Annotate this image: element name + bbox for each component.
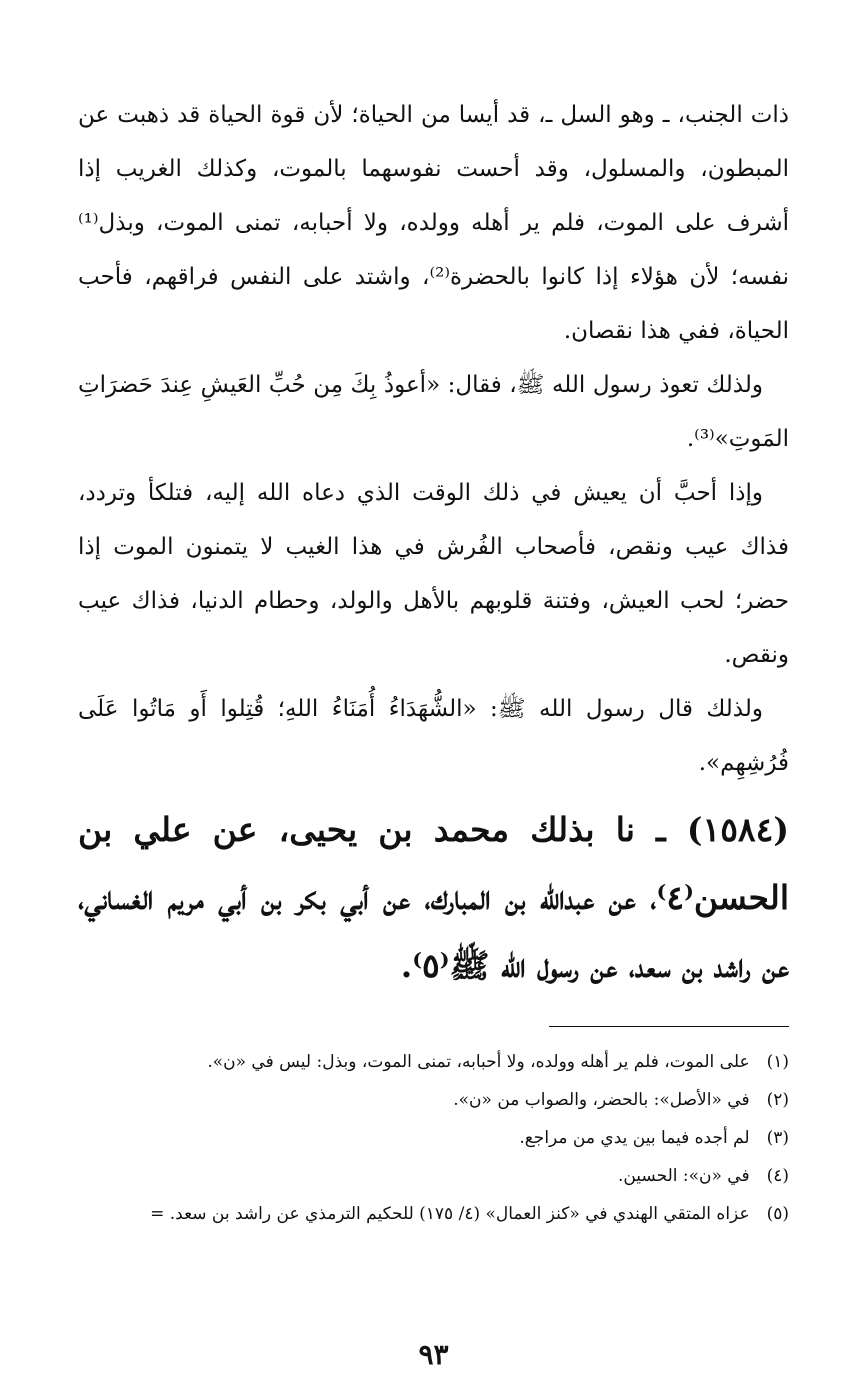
footnote-item bbox=[78, 1043, 789, 1081]
footnote-text: على الموت، فلم ير أهله وولده، ولا أحبابه، تمنى الموت، وبذل: ليس في «ن». bbox=[207, 1052, 750, 1072]
paragraph-1: ذات الجنب، ـ وهو السل ـ، قد أيسا من الحياة؛ لأن قوة الحياة قد ذهبت عن المبطون، والمسلول، وقد أحست نفوسهما بالموت، وكذلك الغريب إذا أشرف على الموت، فلم ير أهله وولده، ولا أحبابه، تمنى الموت، وبذل⁽¹⁾ نفسه؛ لأن هؤلاء إذا كانوا بالحضرة⁽²⁾، واشتد على النفس فراقهم، فأحب الحياة، ففي هذا نقصان. bbox=[78, 102, 789, 344]
page-number: ٩٣ bbox=[418, 1338, 449, 1371]
hadith-text: (١٥٨٤) ـ نا بذلك محمد بن يحيى، عن علي بن الحسن⁽٤⁾، عن عبدالله بن المبارك، عن أبي بكر بن أبي مريم الغساني، عن راشد بن سعد، عن رسول الله ﷺ⁽٥⁾. bbox=[78, 810, 789, 985]
hadith-isnad bbox=[78, 796, 789, 1000]
footnote-number: (٤) bbox=[766, 1166, 789, 1186]
footnote-item bbox=[78, 1195, 789, 1233]
footnote-number: (٢) bbox=[766, 1090, 789, 1110]
footnote-number: (١) bbox=[766, 1052, 789, 1072]
main-text bbox=[78, 88, 789, 790]
footnote-number: (٥) bbox=[766, 1204, 789, 1224]
footnote-text: في «الأصل»: بالحضر، والصواب من «ن». bbox=[453, 1090, 750, 1110]
paragraph-2: ولذلك تعوذ رسول الله ﷺ، فقال: «أعوذُ بِكَ مِن حُبِّ العَيشِ عِندَ حَضرَاتِ المَوتِ»⁽³⁾. bbox=[78, 372, 789, 452]
footnote-divider bbox=[549, 1026, 789, 1027]
paragraph-3: وإذا أحبَّ أن يعيش في ذلك الوقت الذي دعاه الله إليه، فتلكأ وتردد، فذاك عيب ونقص، فأصحاب الفُرش في هذا الغيب لا يتمنون الموت إذا حضر؛ لحب العيش، وفتنة قلوبهم بالأهل والولد، وحطام الدنيا، فذاك عيب ونقص. bbox=[78, 480, 789, 668]
footnote-text: في «ن»: الحسين. bbox=[617, 1166, 750, 1186]
footnotes bbox=[78, 1043, 789, 1233]
paragraph-4: ولذلك قال رسول الله ﷺ: «الشُّهَدَاءُ أُمَنَاءُ اللهِ؛ قُتِلوا أَو مَاتُوا عَلَى فُرُشِهِم». bbox=[78, 696, 789, 776]
footnote-text: عزاه المتقي الهندي في «كنز العمال» (٤/ ١٧٥) للحكيم الترمذي عن راشد بن سعد. = bbox=[150, 1204, 750, 1224]
footnote-item bbox=[78, 1157, 789, 1195]
footnote-text: لم أجده فيما بين يدي من مراجع. bbox=[519, 1128, 750, 1148]
footnote-item bbox=[78, 1081, 789, 1119]
footnote-item bbox=[78, 1119, 789, 1157]
footnote-number: (٣) bbox=[766, 1128, 789, 1148]
